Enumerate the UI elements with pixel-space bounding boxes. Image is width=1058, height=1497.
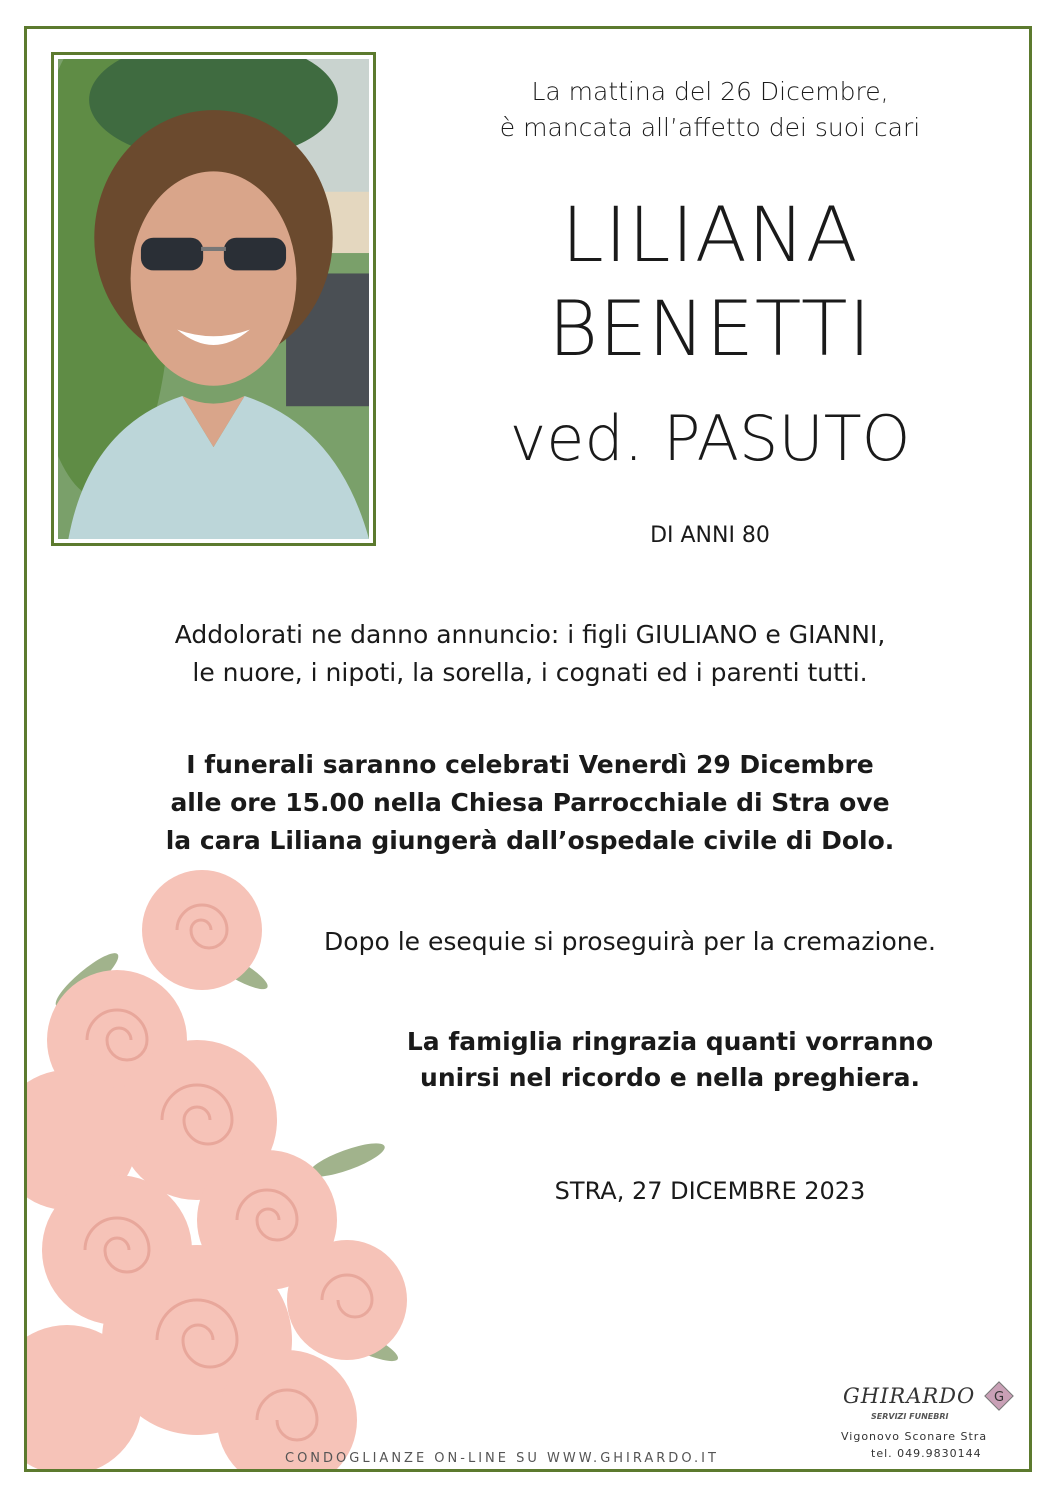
funeral-home-logo — [835, 1376, 1025, 1466]
funeral-line: I funerali saranno celebrati Venerdì 29 Dicembre — [186, 750, 874, 779]
intro-text — [430, 74, 990, 146]
cremation-text: Dopo le esequie si proseguirà per la cremazione. — [324, 927, 936, 956]
intro-line: La mattina del 26 Dicembre, — [531, 77, 889, 106]
married-name: ved. PASUTO — [509, 402, 911, 475]
thanks-line: La famiglia ringrazia quanti vorranno — [406, 1027, 934, 1056]
deceased-name — [430, 188, 990, 376]
intro-line: è mancata all’affetto dei suoi cari — [499, 113, 921, 142]
age-line: DI ANNI 80 — [650, 523, 770, 548]
portrait-frame — [51, 52, 376, 546]
funeral-line: la cara Liliana giungerà dall’ospedale civile di Dolo. — [165, 826, 895, 855]
funeral-details — [60, 746, 1000, 860]
last-name: BENETTI — [548, 284, 872, 373]
logo-subtitle: SERVIZI FUNEBRI — [871, 1412, 949, 1421]
announcement-text — [60, 616, 1000, 692]
portrait-photo — [58, 59, 369, 539]
announcement-line: Addolorati ne danno annuncio: i figli GIULIANO e GIANNI, — [174, 620, 886, 649]
logo-badge-icon — [983, 1380, 1015, 1412]
logo-name: GHIRARDO — [843, 1384, 976, 1408]
logo-places: Vigonovo Sconare Stra — [841, 1430, 988, 1443]
condolences-link[interactable]: CONDOGLIANZE ON-LINE SU WWW.GHIRARDO.IT — [285, 1451, 719, 1466]
thanks-line: unirsi nel ricordo e nella preghiera. — [420, 1063, 920, 1092]
place-date: STRA, 27 DICEMBRE 2023 — [554, 1177, 866, 1205]
logo-phone: tel. 049.9830144 — [871, 1447, 982, 1460]
thanks-text — [380, 1024, 960, 1096]
funeral-line: alle ore 15.00 nella Chiesa Parrocchiale di Stra ove — [170, 788, 890, 817]
announcement-line: le nuore, i nipoti, la sorella, i cognati ed i parenti tutti. — [192, 658, 868, 687]
logo-badge-letter: G — [993, 1390, 1005, 1405]
first-name: LILIANA — [561, 190, 859, 279]
